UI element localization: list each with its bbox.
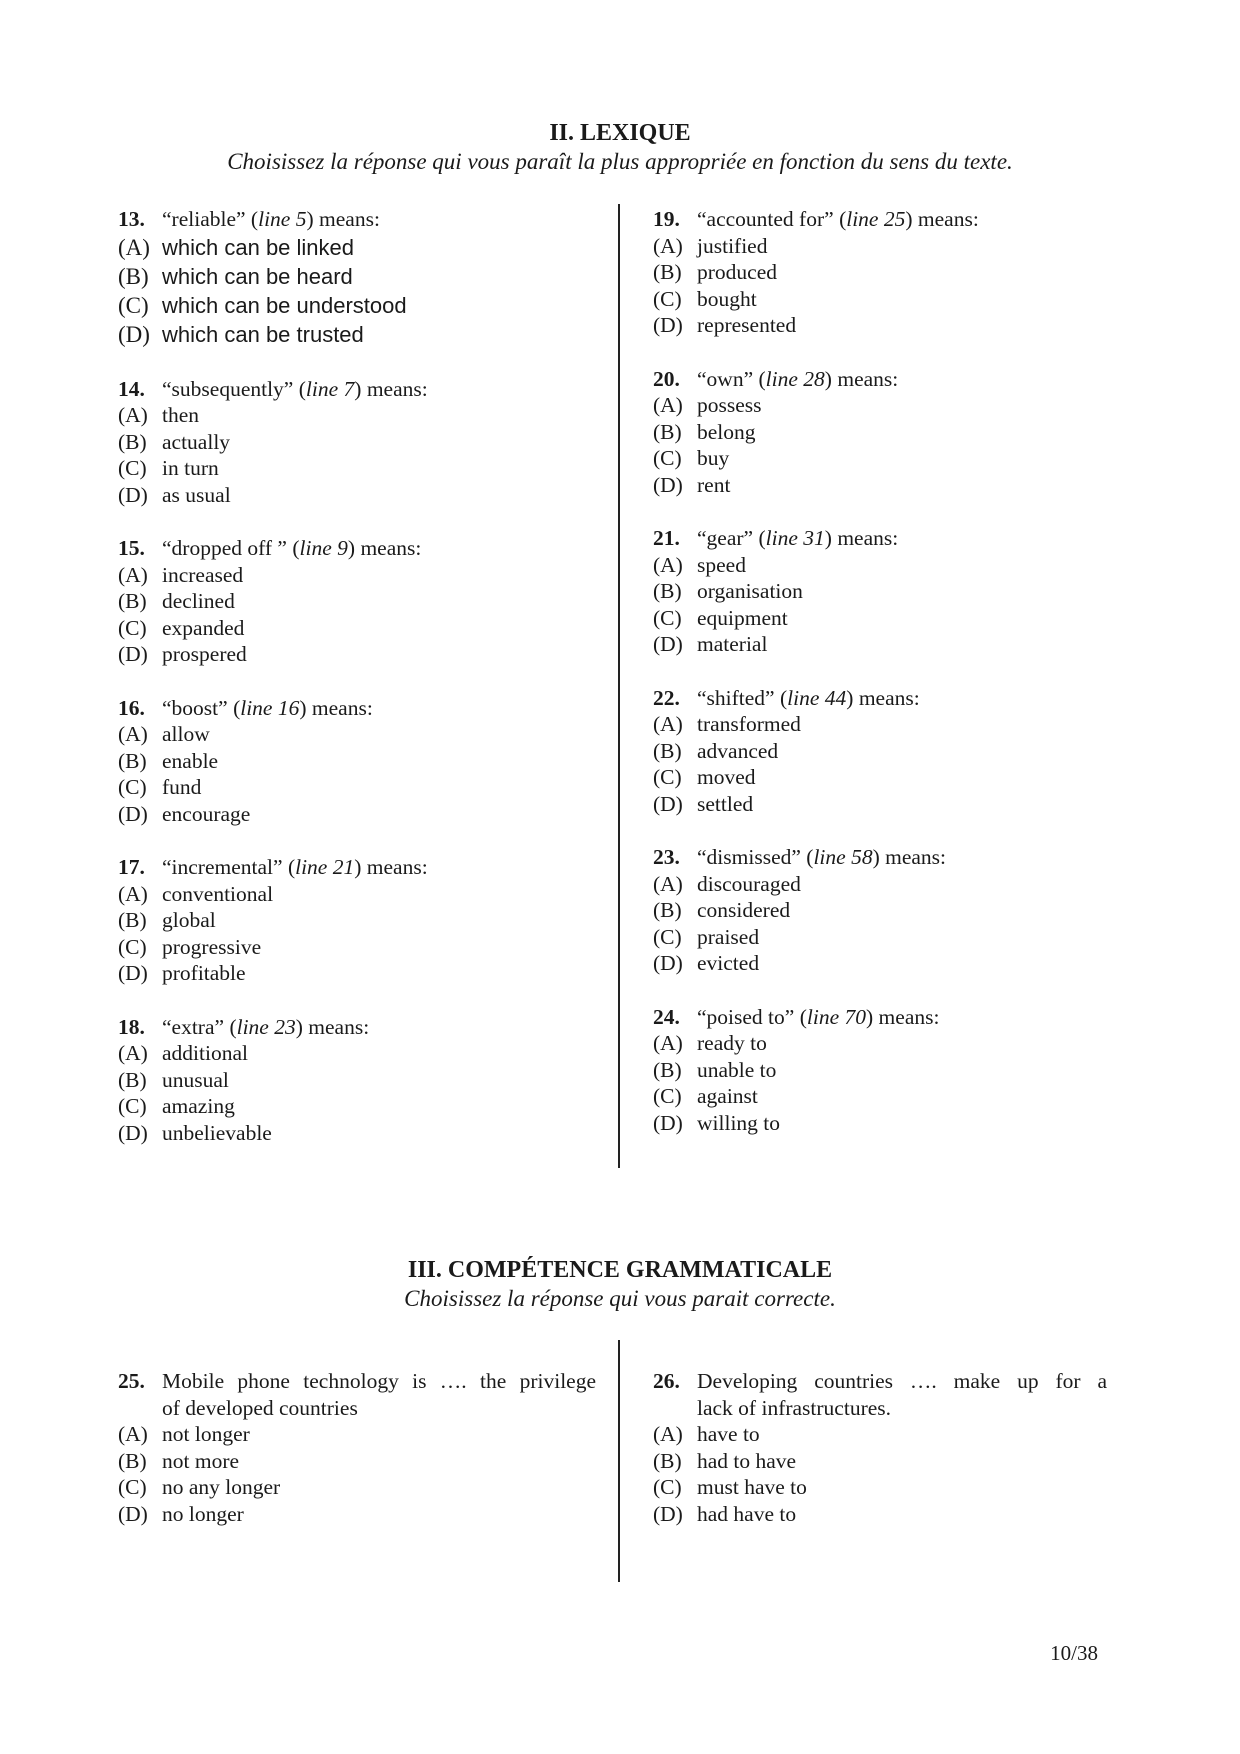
option-d[interactable]	[118, 801, 608, 828]
option-b[interactable]	[118, 588, 608, 615]
option-text: no longer	[162, 1501, 244, 1526]
option-letter: (B)	[653, 419, 682, 444]
option-text: which can be heard	[162, 263, 353, 289]
question-stem: 15. “dropped off ” (line 9) means:	[118, 536, 422, 560]
question-14	[118, 376, 608, 509]
option-b[interactable]	[118, 748, 608, 775]
option-letter: (C)	[653, 1084, 682, 1108]
line-reference: line 70	[806, 1004, 866, 1029]
option-text: not longer	[162, 1422, 250, 1446]
option-letter: (D)	[653, 472, 683, 497]
option-text: unable to	[697, 1057, 777, 1082]
option-text: bought	[697, 286, 757, 311]
option-d[interactable]	[653, 950, 1123, 977]
question-word: “dropped off ”	[162, 536, 287, 560]
option-text: encourage	[162, 801, 251, 826]
option-d[interactable]	[653, 1501, 1107, 1528]
option-letter: (A)	[118, 403, 148, 427]
option-letter: (D)	[653, 1501, 683, 1526]
option-letter: (C)	[118, 292, 149, 318]
section-instructions-grammar: Choisissez la réponse qui vous parait correcte.	[404, 1286, 836, 1311]
option-letter: (D)	[653, 951, 683, 975]
option-letter: (B)	[118, 263, 149, 289]
option-c[interactable]	[118, 615, 608, 642]
question-stem-cont	[653, 1395, 1107, 1422]
option-c[interactable]	[118, 291, 608, 320]
lexique-left-column	[118, 206, 608, 1173]
option-letter: (C)	[118, 456, 147, 480]
option-b[interactable]	[118, 1067, 608, 1094]
option-letter: (B)	[118, 1067, 147, 1092]
line-reference: line 7	[305, 376, 355, 401]
option-a[interactable]	[653, 1030, 1123, 1057]
option-letter: (C)	[118, 775, 147, 799]
question-word: “shifted”	[697, 685, 775, 710]
section-title-grammar: III. COMPÉTENCE GRAMMATICALE	[407, 1257, 833, 1283]
option-a[interactable]	[118, 1040, 608, 1067]
question-suffix: means:	[831, 366, 899, 391]
question-number: 14.	[118, 376, 145, 401]
option-d[interactable]	[653, 631, 1123, 658]
section-title-lexique: II. LEXIQUE	[549, 120, 691, 146]
option-a[interactable]	[653, 233, 1123, 260]
option-letter: (A)	[118, 1041, 148, 1065]
option-text: justified	[697, 233, 768, 258]
option-text: actually	[162, 429, 231, 454]
question-stem: 20. “own” (line 28) means:	[653, 366, 899, 391]
question-15	[118, 535, 608, 668]
option-b[interactable]	[118, 429, 608, 456]
option-text: in turn	[162, 456, 219, 480]
option-letter: (D)	[653, 1110, 683, 1135]
question-text-line1: Developing countries …. make up for a	[697, 1369, 1107, 1393]
question-word: “accounted for”	[697, 207, 834, 231]
option-d[interactable]	[653, 1110, 1123, 1137]
option-text: considered	[697, 898, 791, 922]
option-text: then	[162, 403, 200, 427]
option-a[interactable]	[118, 721, 608, 748]
option-text: additional	[162, 1041, 248, 1065]
option-d[interactable]	[118, 1120, 608, 1147]
option-text: not more	[162, 1448, 240, 1473]
question-suffix: means:	[853, 685, 920, 710]
question-suffix: means:	[879, 845, 947, 869]
option-letter: (C)	[118, 615, 147, 640]
column-divider-grammar	[618, 1340, 620, 1582]
option-text: which can be trusted	[162, 321, 364, 347]
option-letter: (D)	[118, 321, 150, 347]
option-letter: (A)	[118, 881, 148, 906]
option-text: transformed	[697, 712, 801, 736]
option-letter: (A)	[118, 562, 148, 587]
question-number: 22.	[653, 685, 680, 710]
option-a[interactable]	[118, 881, 608, 908]
option-text: conventional	[162, 881, 274, 906]
question-word: “boost”	[162, 695, 228, 720]
option-text: settled	[697, 791, 754, 816]
option-c[interactable]	[118, 774, 608, 801]
option-text: produced	[697, 260, 777, 284]
option-text: speed	[697, 552, 746, 577]
question-word: “poised to”	[697, 1004, 795, 1029]
option-b[interactable]	[653, 259, 1123, 286]
option-letter: (B)	[653, 898, 682, 922]
option-d[interactable]	[653, 791, 1123, 818]
option-letter: (D)	[653, 313, 683, 337]
question-number: 21.	[653, 526, 680, 550]
question-stem	[653, 1368, 1107, 1395]
question-word: “gear”	[697, 526, 754, 550]
question-word: “extra”	[162, 1014, 225, 1039]
option-b[interactable]	[118, 1448, 596, 1475]
option-c[interactable]	[653, 286, 1123, 313]
option-d[interactable]	[118, 320, 608, 349]
option-text: evicted	[697, 951, 760, 975]
option-text: which can be understood	[162, 292, 407, 318]
option-letter: (C)	[118, 1094, 147, 1118]
line-reference: line 25	[846, 207, 906, 231]
question-text-line2: of developed countries	[162, 1395, 358, 1420]
option-a[interactable]	[118, 233, 608, 262]
option-letter: (A)	[118, 1422, 148, 1446]
option-text: have to	[697, 1422, 760, 1446]
option-a[interactable]	[653, 1421, 1107, 1448]
question-stem	[118, 1368, 596, 1395]
option-text: had have to	[697, 1501, 797, 1526]
option-letter: (D)	[653, 791, 683, 816]
option-letter: (D)	[118, 1501, 148, 1526]
option-text: which can be linked	[162, 234, 355, 260]
question-17	[118, 854, 608, 987]
option-d[interactable]	[118, 1501, 596, 1528]
question-suffix: means:	[361, 376, 428, 401]
option-text: as usual	[162, 482, 231, 507]
question-word: “incremental”	[162, 855, 283, 879]
option-letter: (D)	[118, 961, 148, 985]
line-reference: line 28	[765, 366, 825, 391]
option-a[interactable]	[653, 392, 1123, 419]
option-text: willing to	[697, 1110, 781, 1135]
option-text: expanded	[162, 615, 245, 640]
option-letter: (B)	[653, 260, 682, 284]
question-number: 26.	[653, 1369, 680, 1393]
option-c[interactable]	[118, 1474, 596, 1501]
grammar-left-column	[118, 1368, 596, 1554]
option-text: no any longer	[162, 1475, 281, 1499]
option-letter: (C)	[653, 446, 682, 470]
option-c[interactable]	[653, 605, 1123, 632]
option-text: organisation	[697, 579, 803, 603]
question-word: “subsequently”	[162, 376, 294, 401]
question-suffix: means:	[302, 1014, 370, 1039]
option-letter: (C)	[653, 765, 682, 789]
line-reference: line 16	[240, 695, 300, 720]
option-letter: (A)	[653, 871, 683, 896]
question-number: 15.	[118, 536, 145, 560]
option-letter: (A)	[653, 233, 683, 258]
option-d[interactable]	[653, 312, 1123, 339]
option-c[interactable]	[118, 1093, 608, 1120]
option-letter: (B)	[653, 1448, 682, 1473]
option-a[interactable]	[653, 552, 1123, 579]
option-letter: (B)	[118, 589, 147, 613]
option-letter: (A)	[653, 393, 683, 417]
option-text: profitable	[162, 961, 246, 985]
option-text: increased	[162, 562, 244, 587]
option-letter: (B)	[118, 748, 147, 773]
option-letter: (B)	[653, 579, 682, 603]
option-letter: (A)	[653, 1031, 683, 1055]
line-reference: line 44	[787, 685, 847, 710]
option-text: must have to	[697, 1475, 807, 1499]
line-reference: line 58	[813, 845, 873, 869]
question-word: “reliable”	[162, 207, 246, 231]
question-stem: 14. “subsequently” (line 7) means:	[118, 376, 428, 401]
question-stem: 18. “extra” (line 23) means:	[118, 1014, 370, 1039]
question-number: 18.	[118, 1014, 145, 1039]
option-c[interactable]	[653, 1083, 1123, 1110]
option-b[interactable]	[653, 897, 1123, 924]
option-d[interactable]	[118, 960, 608, 987]
option-b[interactable]	[653, 738, 1123, 765]
question-19	[653, 206, 1123, 339]
line-reference: line 23	[236, 1014, 296, 1039]
column-divider	[618, 204, 620, 1168]
question-24	[653, 1004, 1123, 1137]
question-number: 13.	[118, 207, 145, 231]
option-letter: (A)	[118, 722, 148, 746]
question-18	[118, 1014, 608, 1147]
option-a[interactable]	[653, 711, 1123, 738]
question-16	[118, 695, 608, 828]
grammar-right-column	[653, 1368, 1107, 1554]
question-number: 24.	[653, 1004, 680, 1029]
option-text: declined	[162, 589, 235, 613]
option-letter: (C)	[653, 605, 682, 630]
option-text: rent	[697, 472, 731, 497]
option-text: unbelievable	[162, 1120, 272, 1145]
question-21	[653, 525, 1123, 658]
option-letter: (D)	[118, 482, 148, 507]
option-b[interactable]	[118, 262, 608, 291]
question-stem-cont	[118, 1395, 596, 1422]
option-b[interactable]	[653, 419, 1123, 446]
option-letter: (D)	[118, 1120, 148, 1145]
option-text: advanced	[697, 738, 779, 763]
line-reference: line 21	[295, 855, 355, 879]
option-text: ready to	[697, 1031, 767, 1055]
option-text: possess	[697, 393, 762, 417]
option-letter: (B)	[118, 908, 147, 932]
question-word: “own”	[697, 366, 754, 391]
option-c[interactable]	[653, 764, 1123, 791]
option-a[interactable]	[118, 1421, 596, 1448]
lexique-right-column	[653, 206, 1123, 1163]
option-b[interactable]	[653, 578, 1123, 605]
option-letter: (B)	[653, 1057, 682, 1082]
option-c[interactable]	[653, 1474, 1107, 1501]
question-number: 17.	[118, 855, 145, 879]
section-instructions-lexique: Choisissez la réponse qui vous paraît la plus appropriée en fonction du sens du texte.	[227, 149, 1013, 174]
question-suffix: means:	[831, 526, 899, 550]
option-text: amazing	[162, 1094, 235, 1118]
option-letter: (A)	[653, 1422, 683, 1446]
option-text: praised	[697, 924, 760, 949]
question-26	[653, 1368, 1107, 1527]
question-13	[118, 206, 608, 349]
question-22	[653, 685, 1123, 818]
question-stem: 17. “incremental” (line 21) means:	[118, 855, 428, 879]
question-suffix: means:	[306, 695, 373, 720]
option-text: belong	[697, 419, 756, 444]
question-number: 23.	[653, 845, 680, 869]
question-20	[653, 366, 1123, 499]
option-letter: (A)	[653, 712, 683, 736]
line-reference: line 9	[299, 536, 348, 560]
option-letter: (D)	[653, 632, 683, 656]
line-reference: line 31	[765, 526, 825, 550]
question-text-line2: lack of infrastructures.	[697, 1395, 892, 1420]
option-c[interactable]	[118, 934, 608, 961]
option-text: represented	[697, 313, 797, 337]
question-suffix: means:	[873, 1004, 940, 1029]
option-text: material	[697, 632, 768, 656]
option-b[interactable]	[653, 1057, 1123, 1084]
question-stem: 24. “poised to” (line 70) means:	[653, 1004, 940, 1029]
option-letter: (A)	[118, 234, 150, 260]
option-text: buy	[697, 446, 730, 470]
option-letter: (B)	[653, 738, 682, 763]
option-letter: (D)	[118, 642, 148, 666]
question-stem: 22. “shifted” (line 44) means:	[653, 685, 920, 710]
option-letter: (C)	[653, 286, 682, 311]
option-text: equipment	[697, 605, 788, 630]
option-c[interactable]	[118, 455, 608, 482]
option-text: allow	[162, 722, 210, 746]
option-text: against	[697, 1084, 758, 1108]
question-suffix: means:	[361, 855, 428, 879]
option-c[interactable]	[653, 445, 1123, 472]
option-letter: (C)	[118, 934, 147, 959]
option-b[interactable]	[653, 1448, 1107, 1475]
question-stem: 16. “boost” (line 16) means:	[118, 695, 373, 720]
option-text: moved	[697, 765, 756, 789]
question-word: “dismissed”	[697, 845, 801, 869]
option-d[interactable]	[653, 472, 1123, 499]
option-letter: (A)	[653, 552, 683, 577]
question-suffix: means:	[355, 536, 422, 560]
page-number: 10/38	[1050, 1641, 1098, 1665]
question-number: 19.	[653, 207, 680, 231]
question-number: 20.	[653, 366, 680, 391]
question-text-line1: Mobile phone technology is …. the privilege	[162, 1369, 596, 1393]
option-a[interactable]	[118, 402, 608, 429]
question-suffix: means:	[912, 207, 979, 231]
option-letter: (C)	[653, 1475, 682, 1499]
line-reference: line 5	[258, 207, 307, 231]
option-text: progressive	[162, 934, 262, 959]
option-letter: (C)	[653, 924, 682, 949]
option-text: fund	[162, 775, 202, 799]
option-b[interactable]	[118, 907, 608, 934]
question-number: 25.	[118, 1369, 145, 1393]
option-text: had to have	[697, 1448, 797, 1473]
option-d[interactable]	[118, 641, 608, 668]
option-a[interactable]	[118, 562, 608, 589]
option-text: enable	[162, 748, 219, 773]
question-suffix: means:	[313, 207, 380, 231]
option-c[interactable]	[653, 924, 1123, 951]
question-stem: 21. “gear” (line 31) means:	[653, 526, 899, 550]
question-stem: 23. “dismissed” (line 58) means:	[653, 845, 947, 869]
question-23	[653, 844, 1123, 977]
option-letter: (B)	[118, 1448, 147, 1473]
option-text: unusual	[162, 1067, 229, 1092]
option-text: prospered	[162, 642, 247, 666]
question-stem: 19. “accounted for” (line 25) means:	[653, 207, 979, 231]
question-25	[118, 1368, 596, 1527]
option-d[interactable]	[118, 482, 608, 509]
option-text: global	[162, 908, 216, 932]
option-letter: (C)	[118, 1475, 147, 1499]
option-letter: (D)	[118, 801, 148, 826]
option-a[interactable]	[653, 871, 1123, 898]
question-number: 16.	[118, 695, 145, 720]
option-letter: (B)	[118, 429, 147, 454]
question-stem: 13. “reliable” (line 5) means:	[118, 207, 380, 231]
option-text: discouraged	[697, 871, 801, 896]
